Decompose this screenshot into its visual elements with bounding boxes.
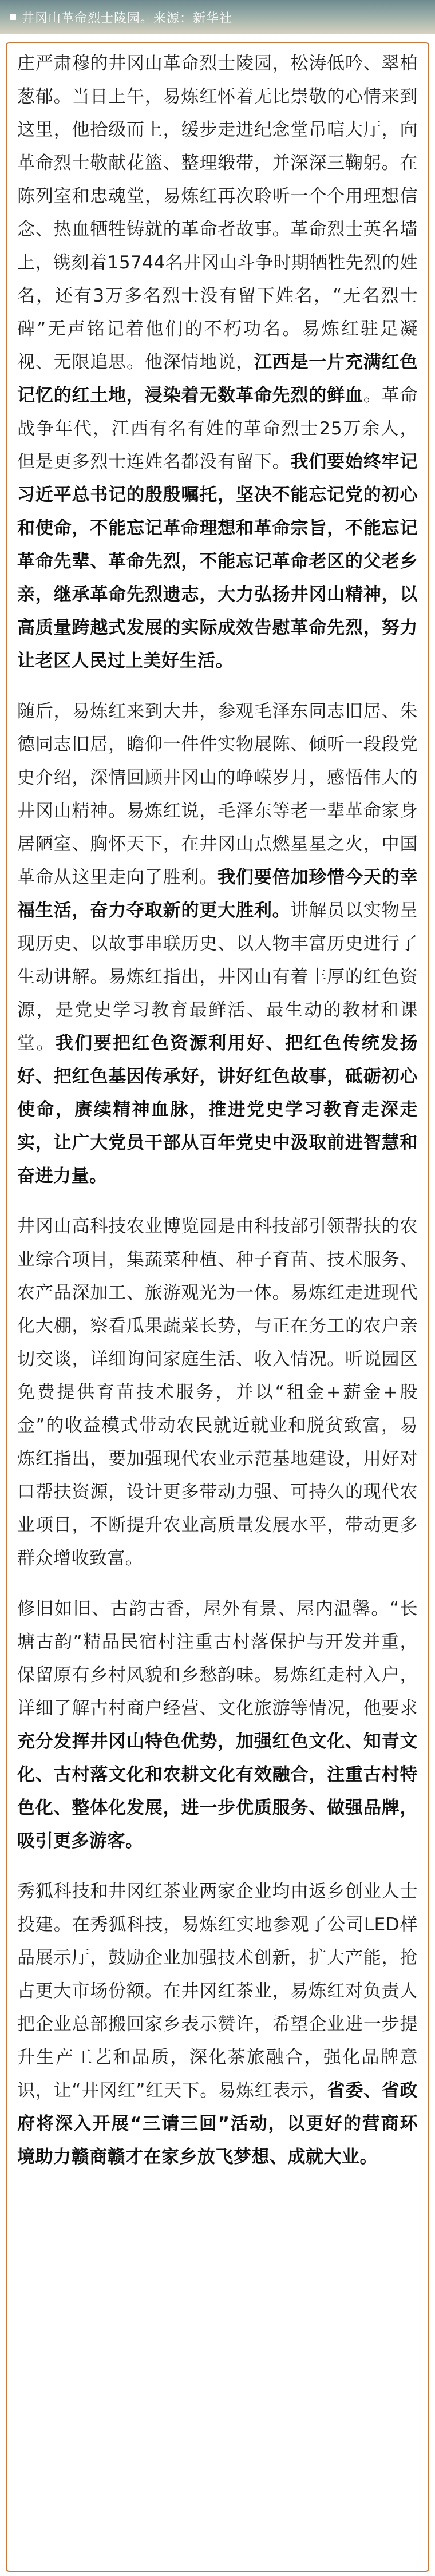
emphasis-text: 我们要把红色资源利用好、把红色传统发扬好、把红色基因传承好，讲好红色故事，砥砺初心使命，赓续精神血脉，推进党史学习教育走深走实，让广大党员干部从百年党史中汲取前进智慧和奋进力量。	[17, 1033, 418, 1186]
caption-bullet-icon	[10, 14, 16, 20]
caption-text: 井冈山革命烈士陵园。来源：新华社	[22, 11, 233, 26]
article-paragraph	[17, 47, 418, 678]
photo-caption	[0, 0, 435, 34]
body-text: 庄严肃穆的井冈山革命烈士陵园，松涛低吟、翠柏葱郁。当日上午，易炼红怀着无比崇敬的心情来到这里，他拾级而上，缓步走进纪念堂吊唁大厅，向革命烈士敬献花篮、整理缎带，并深深三鞠躬。在陈列室和忠魂堂，易炼红再次聆听一个个用理想信念、热血牺牲铸就的革命者故事。革命烈士英名墙上，镌刻着15744名井冈山斗争时期牺牲先烈的姓名，还有3万多名烈士没有留下姓名，“无名烈士碑”无声铭记着他们的不朽功名。易炼红驻足凝视、无限追思。他深情地说，	[17, 53, 418, 373]
article-paragraph	[17, 1875, 418, 2174]
article-paragraph	[17, 695, 418, 1193]
emphasis-text: 江西是一片充满红色记忆的红土地，浸染着无数革命先烈的鲜血	[17, 352, 418, 406]
body-text: 随后，易炼红来到大井，参观毛泽东同志旧居、朱德同志旧居，瞻仰一件件实物展陈、倾听一段段党史介绍，深情回顾井冈山的峥嵘岁月，感悟伟大的井冈山精神。易炼红说，毛泽东等老一辈革命家身居陋室、胸怀天下，在井冈山点燃星星之火，中国革命从这里走向了胜利。	[17, 701, 418, 888]
body-text: 秀狐科技和井冈红茶业两家企业均由返乡创业人士投建。在秀狐科技，易炼红实地参观了公司LED样品展示厅，鼓励企业加强技术创新，扩大产能，抢占更大市场份额。在井冈红茶业，易炼红对负责人把企业总部搬回家乡表示赞许，希望企业进一步提升生产工艺和品质，深化茶旅融合，强化品牌意识，让“井冈红”红天下。易炼红表示，	[17, 1881, 418, 2101]
body-text: 。革命战争年代，江西有名有姓的革命烈士25万余人，但是更多烈士连姓名都没有留下。	[17, 385, 418, 472]
article-paragraph	[17, 1592, 418, 1858]
emphasis-text: 省委、省政府将深入开展“三请三回”活动，以更好的营商环境助力赣商赣才在家乡放飞梦想、成就大业。	[17, 2080, 418, 2167]
body-text: 井冈山高科技农业博览园是由科技部引领帮扶的农业综合项目，集蔬菜种植、种子育苗、技术服务、农产品深加工、旅游观光为一体。易炼红走进现代化大棚，察看瓜果蔬菜长势，与正在务工的农户亲切交谈，详细询问家庭生活、收入情况。听说园区免费提供育苗技术服务，并以“租金+薪金+股金”的收益模式带动农民就近就业和脱贫致富，易炼红指出，要加强现代农业示范基地建设，用好对口帮扶资源，设计更多带动力强、可持久的现代农业项目，不断提升农业高质量发展水平，带动更多群众增收致富。	[17, 1216, 418, 1569]
article-paragraph	[17, 1210, 418, 1575]
emphasis-text: 充分发挥井冈山特色优势，加强红色文化、知青文化、古村落文化和农耕文化有效融合，注重古村特色化、整体化发展，进一步优质服务、做强品牌，吸引更多游客。	[17, 1731, 418, 1851]
article-frame	[6, 42, 429, 2572]
body-text: 讲解员以实物呈现历史、以故事串联历史、以人物丰富历史进行了生动讲解。易炼红指出，井冈山有着丰厚的红色资源，是党史学习教育最鲜活、最生动的教材和课堂。	[17, 900, 418, 1054]
emphasis-text: 我们要始终牢记习近平总书记的殷殷嘱托，坚决不能忘记党的初心和使命，不能忘记革命理想和革命宗旨，不能忘记革命先辈、革命先烈，不能忘记革命老区的父老乡亲，继承革命先烈遗志，大力弘扬井冈山精神，以高质量跨越式发展的实际成效告慰革命先烈，努力让老区人民过上美好生活。	[17, 452, 418, 671]
body-text: 修旧如旧、古韵古香，屋外有景、屋内温馨。“长塘古韵”精品民宿村注重古村落保护与开发并重，保留原有乡村风貌和乡愁韵味。易炼红走村入户，详细了解古村商户经营、文化旅游等情况，他要求	[17, 1598, 418, 1719]
emphasis-text: 我们要倍加珍惜今天的幸福生活，奋力夺取新的更大胜利。	[17, 867, 418, 921]
